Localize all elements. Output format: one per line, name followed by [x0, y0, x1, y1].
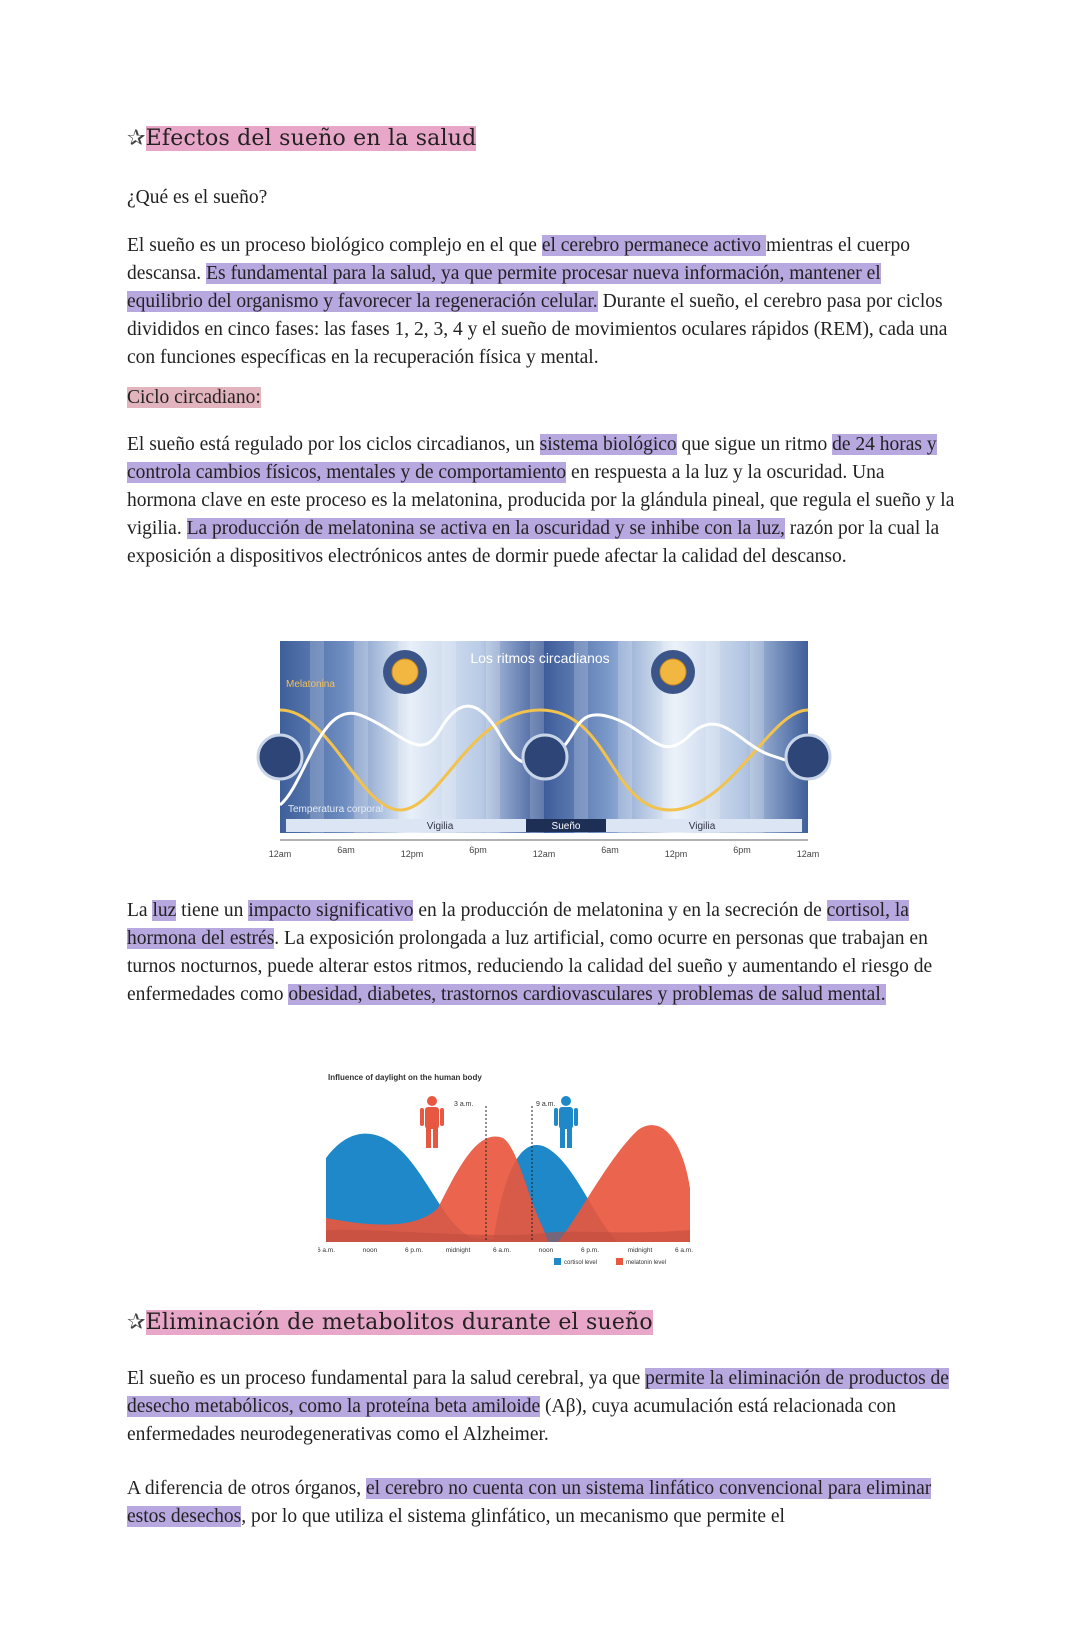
highlighted-text: sistema biológico	[539, 434, 677, 455]
tick-label: 6pm	[733, 845, 751, 855]
band-label: Vigilia	[426, 821, 454, 832]
tick-label: 6am	[601, 845, 619, 855]
legend-label: cortisol level	[564, 1260, 598, 1266]
figure-title: Influence of daylight on the human body	[328, 1073, 482, 1082]
question-text: ¿Qué es el sueño?	[127, 187, 268, 208]
tick-label: 12am	[796, 849, 820, 859]
section-title: Efectos del sueño en la salud	[145, 126, 477, 151]
text-run: El sueño es un proceso fundamental para la salud cerebral, ya que	[127, 1368, 646, 1389]
time-ticks	[269, 845, 820, 859]
star-icon: ✰	[127, 1310, 146, 1335]
text-run: mientras el cuerpo descansa.	[127, 235, 910, 284]
text-run: tiene un	[176, 900, 249, 921]
moon-icon	[258, 735, 302, 779]
tick-label: 6 a.m.	[674, 1247, 694, 1254]
tick-label: noon	[362, 1247, 378, 1254]
highlighted-text: el cerebro permanece activo	[541, 235, 766, 256]
text-run: que sigue un ritmo	[676, 434, 833, 455]
band-label: Vigilia	[688, 821, 716, 832]
text-run: El sueño es un proceso biológico complejo en el que	[127, 235, 542, 256]
text-run: , por lo que utiliza el sistema glinfático, un mecanismo que permite el	[241, 1506, 785, 1527]
highlighted-text: impacto significativo	[248, 900, 414, 921]
subheading	[127, 384, 957, 412]
sun-icon	[383, 650, 427, 694]
tick-label: 6pm	[469, 845, 487, 855]
text-run: A diferencia de otros órganos,	[127, 1478, 366, 1499]
text-run: en la producción de melatonina y en la secreción de	[413, 900, 827, 921]
text-run: . La exposición prolongada a luz artificial, como ocurre en personas que trabajan en turnos nocturnos, puede alterar estos ritmos, reduciendo la calidad del sueño y aumentando el riesgo de enfermedades como	[127, 928, 933, 1005]
star-icon: ✰	[127, 126, 146, 151]
daylight-influence-figure	[318, 1068, 728, 1268]
text-run: El sueño está regulado por los ciclos circadianos, un	[127, 434, 540, 455]
tick-label: 6 p.m.	[404, 1247, 424, 1254]
paragraph-light-impact	[127, 897, 957, 1009]
section-title: Eliminación de metabolitos durante el sueño	[145, 1310, 653, 1335]
text-run: La	[127, 900, 153, 921]
temperature-label: Temperatura corporal	[288, 804, 384, 815]
legend-swatch-cortisol	[554, 1258, 561, 1265]
tick-label: noon	[538, 1247, 554, 1254]
vigilia-band	[286, 819, 526, 832]
moon-icon	[786, 735, 830, 779]
time-ticks	[318, 1247, 693, 1254]
tick-label: 6 a.m.	[492, 1247, 512, 1254]
paragraph-glymphatic	[127, 1475, 957, 1531]
text-run: razón por la cual la exposición a dispositivos electrónicos antes de dormir puede afectar la calidad del descanso.	[127, 518, 940, 567]
legend-swatch-melatonin	[616, 1258, 623, 1265]
highlighted-text: el cerebro no cuenta con un sistema linfático convencional para eliminar estos desechos	[127, 1478, 932, 1527]
text-run: Durante el sueño, el cerebro pasa por ciclos divididos en cinco fases: las fases 1, 2, 3, 4 y el sueño de movimientos oculares rápidos (REM), cada una con funciones específicas en la recuperación física y mental.	[127, 291, 948, 368]
legend-label: melatonin level	[626, 1260, 667, 1266]
highlighted-text: permite la eliminación de productos de desecho metabólicos, como la proteína beta amiloide	[127, 1368, 949, 1417]
tick-label: 6 p.m.	[580, 1247, 600, 1254]
paragraph-sleep-definition	[127, 232, 957, 372]
tick-label: 6am	[337, 845, 355, 855]
text-run: (Aβ), cuya acumulación está relacionada con enfermedades neurodegenerativas como el Alzheimer.	[127, 1396, 897, 1445]
sun-icon	[651, 650, 695, 694]
moon-icon	[523, 735, 567, 779]
circadian-rhythm-illustration	[250, 635, 840, 867]
marker-label: 9 a.m.	[536, 1101, 556, 1108]
marker-label: 3 a.m.	[454, 1101, 474, 1108]
tick-label: 12am	[532, 849, 556, 859]
tick-label: 12pm	[664, 849, 688, 859]
section-heading	[127, 1310, 957, 1335]
paragraph-circadian	[127, 431, 957, 571]
section-heading	[127, 126, 957, 151]
tick-label: 12pm	[400, 849, 424, 859]
band-label: Sueño	[551, 821, 581, 832]
highlighted-text: cortisol, la hormona del estrés	[127, 900, 909, 949]
text-run: en respuesta a la luz y la oscuridad. Una hormona clave en este proceso es la melatonina, producida por la glándula pineal, que regula el sueño y la vigilia.	[127, 462, 955, 539]
paragraph-metabolites	[127, 1365, 957, 1449]
tick-label: 6 a.m.	[318, 1247, 336, 1254]
highlighted-text: La producción de melatonina se activa en la oscuridad y se inhibe con la luz,	[186, 518, 785, 539]
tick-label: 12am	[268, 849, 292, 859]
highlighted-text: de 24 horas y controla cambios físicos, mentales y de comportamiento	[127, 434, 937, 483]
figure-title: Los ritmos circadianos	[470, 650, 610, 666]
person-red-icon	[420, 1096, 444, 1148]
tick-label: midnight	[627, 1247, 653, 1254]
subheading-text: Ciclo circadiano:	[127, 387, 261, 408]
daylight-influence-chart	[318, 1068, 728, 1268]
melatonin-label: Melatonina	[286, 679, 335, 690]
tick-label: midnight	[445, 1247, 471, 1254]
highlighted-text: Es fundamental para la salud, ya que permite procesar nueva información, mantener el equilibrio del organismo y favorecer la regeneración celular.	[127, 263, 881, 312]
highlighted-text: luz	[152, 900, 177, 921]
person-blue-icon	[554, 1096, 578, 1148]
circadian-rhythm-figure	[250, 635, 840, 867]
highlighted-text: obesidad, diabetes, trastornos cardiovasculares y problemas de salud mental.	[288, 984, 886, 1005]
